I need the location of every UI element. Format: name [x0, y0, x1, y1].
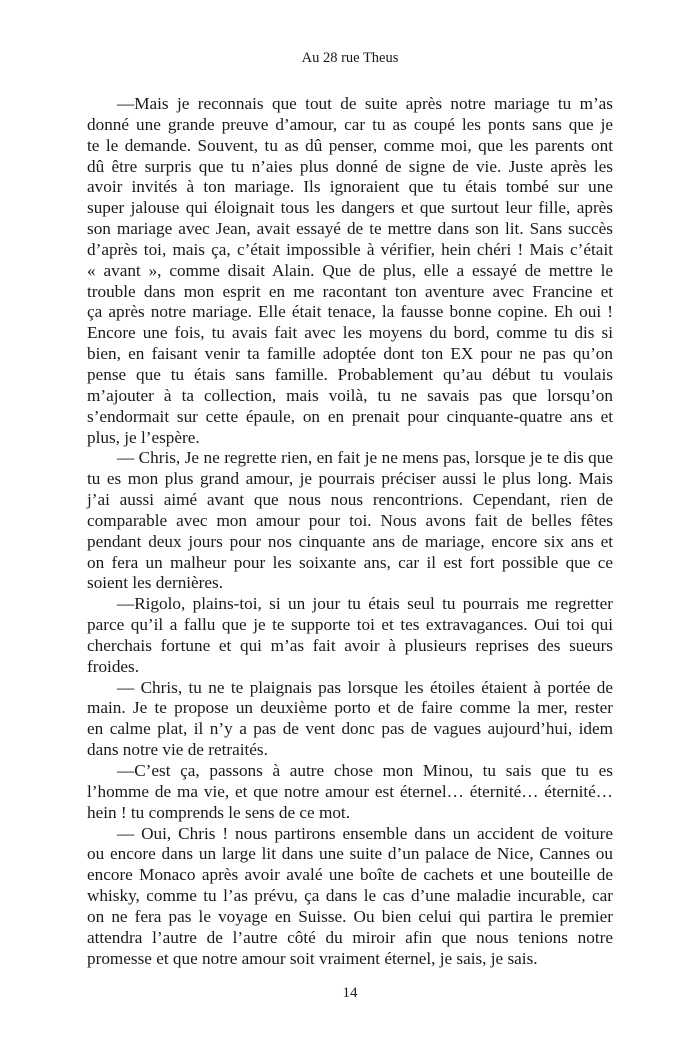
- paragraph: [87, 448, 613, 594]
- text-line: trouble dans mon esprit en me racontant ton aventure avec Francine et: [87, 281, 613, 301]
- text-line: bien, en faisant venir ta famille adoptée dont ton EX pour ne pas qu’on: [87, 344, 613, 364]
- page-number: 14: [342, 985, 358, 1001]
- text-line: pendant deux jours pour nos cinquante ans de mariage, encore six ans et: [87, 531, 613, 551]
- text-line: — Chris, tu ne te plaignais pas lorsque les étoiles étaient à portée de: [117, 677, 613, 697]
- text-line: « avant », comme disait Alain. Que de plus, elle a essayé de mettre le: [87, 260, 613, 280]
- text-line: te le demande. Souvent, tu as dû penser, comme moi, que les parents ont: [87, 135, 613, 155]
- text-line: pense que tu étais sans famille. Probablement qu’au début tu voulais: [87, 364, 613, 384]
- text-line: l’homme de ma vie, et que notre amour est éternel… éternité… éternité…: [87, 781, 613, 801]
- text-line: hein ! tu comprends le sens de ce mot.: [87, 802, 350, 822]
- body-text: [87, 94, 613, 969]
- text-line: cherchais fortune et qui m’as fait avoir à plusieurs reprises des sueurs: [87, 635, 613, 655]
- text-line: ou encore dans un large lit dans une suite d’un palace de Nice, Cannes ou: [87, 844, 613, 864]
- paragraph: [87, 761, 613, 824]
- text-line: froides.: [87, 656, 140, 676]
- running-header-title: Au 28 rue Theus: [301, 50, 399, 66]
- text-line: main. Je te propose un deuxième porto et de faire comme la mer, rester: [87, 698, 613, 718]
- paragraph: [87, 678, 613, 761]
- text-line: soient les dernières.: [87, 573, 224, 593]
- paragraph: [87, 94, 613, 448]
- text-line: comparable avec mon amour pour toi. Nous avons fait de belles fêtes: [87, 510, 613, 530]
- text-line: d’après toi, mais ça, c’était impossible à vérifier, hein chéri ! Mais c’était: [87, 239, 613, 259]
- text-line: dû être surpris que tu n’aies plus donné de signe de vie. Juste après les: [87, 156, 613, 176]
- text-line: s’endormait sur cette épaule, on en prenait pour cinquante-quatre ans et: [87, 406, 613, 426]
- text-line: —Rigolo, plains-toi, si un jour tu étais seul tu pourrais me regretter: [117, 594, 613, 614]
- text-line: j’ai aussi aimé avant que nous nous rencontrions. Cependant, rien de: [87, 490, 613, 510]
- text-line: — Oui, Chris ! nous partirons ensemble dans un accident de voiture: [117, 823, 613, 843]
- text-line: parce qu’il a fallu que je te supporte toi et tes extravagances. Oui toi qui: [87, 615, 613, 635]
- paragraph: [87, 594, 613, 677]
- text-line: super jalouse qui éloignait tous les dangers et que surtout leur fille, après: [87, 198, 613, 218]
- text-line: dans notre vie de retraités.: [87, 740, 268, 760]
- text-line: whisky, comme tu l’as prévu, ça dans le cas d’une maladie incurable, car: [87, 886, 613, 906]
- text-line: donné une grande preuve d’amour, car tu as coupé les ponts sans que je: [87, 114, 613, 134]
- text-line: promesse et que notre amour soit vraiment éternel, je sais, je sais.: [87, 948, 538, 968]
- text-line: tu es mon plus grand amour, je pourrais préciser aussi le plus long. Mais: [87, 469, 613, 489]
- text-line: m’ajouter à ta collection, mais voilà, tu ne savais pas que lorsqu’on: [87, 385, 613, 405]
- text-line: en calme plat, il n’y a pas de vent donc pas de vagues aujourd’hui, idem: [87, 719, 613, 739]
- text-line: on fera un malheur pour les soixante ans, car il est fort possible que ce: [87, 552, 613, 572]
- text-line: ça après notre mariage. Elle était tenace, la fausse bonne copine. Eh oui !: [87, 302, 613, 322]
- text-line: —C’est ça, passons à autre chose mon Minou, tu sais que tu es: [117, 761, 613, 780]
- text-line: —Mais je reconnais que tout de suite après notre mariage tu m’as: [117, 94, 613, 113]
- text-line: plus, je l’espère.: [87, 427, 200, 447]
- paragraph: [87, 824, 613, 970]
- text-line: — Chris, Je ne regrette rien, en fait je ne mens pas, lorsque je te dis que: [117, 448, 613, 468]
- text-line: on ne fera pas le voyage en Suisse. Ou bien celui qui partira le premier: [87, 906, 613, 926]
- text-line: encore Monaco après avoir avalé une boîte de cachets et une bouteille de: [87, 865, 613, 885]
- text-line: attendra l’autre de l’autre côté du miroir afin que nous tenions notre: [87, 927, 613, 947]
- text-line: Encore une fois, tu avais fait avec les moyens du bord, comme tu dis si: [87, 323, 613, 343]
- text-line: avoir invités à ton mariage. Ils ignoraient que tu étais tombé sur une: [87, 177, 613, 197]
- text-line: son mariage avec Jean, avait essayé de te mettre dans son lit. Sans succès: [87, 219, 613, 239]
